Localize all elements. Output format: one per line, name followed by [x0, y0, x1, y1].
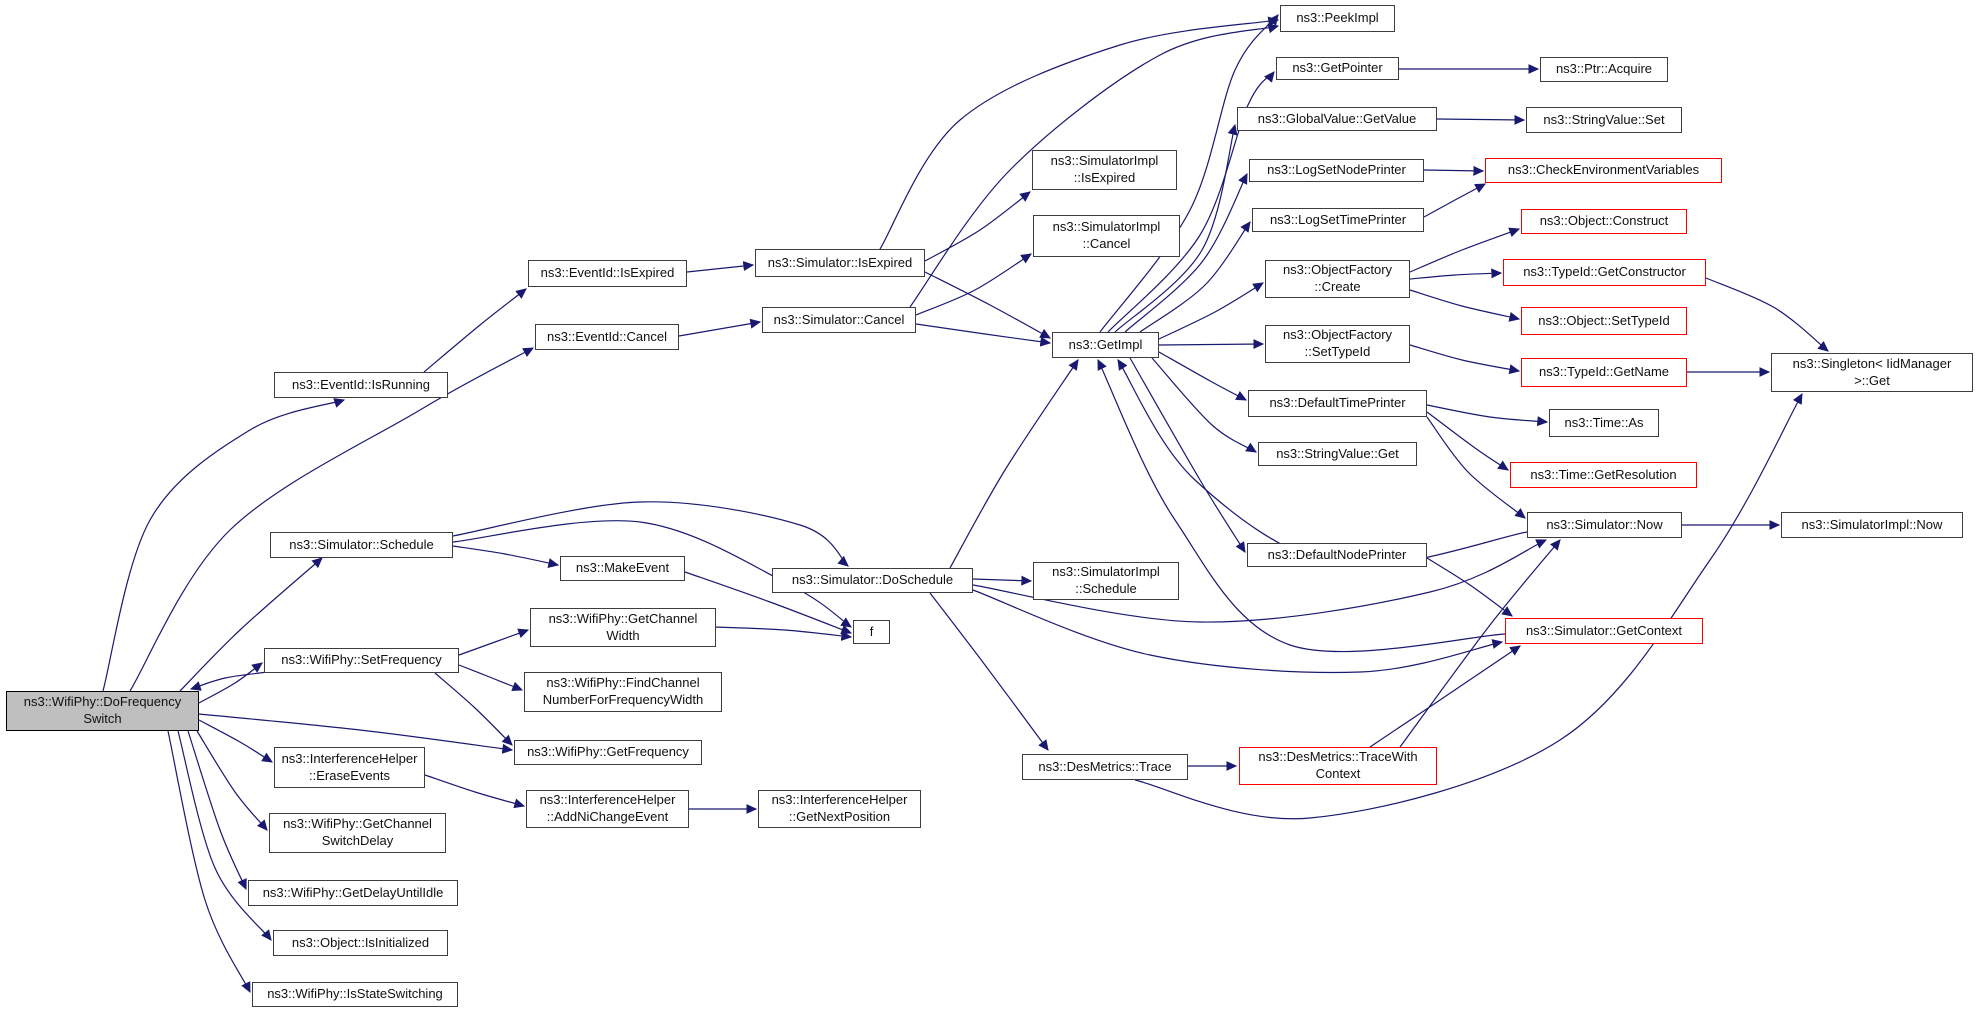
graph-node-label: ns3::EventId::Cancel	[547, 328, 667, 344]
graph-node-wifi-phy-is-state-switching[interactable]	[252, 982, 458, 1007]
graph-node-label: ns3::WifiPhy::FindChannel	[546, 675, 700, 691]
call-edge-default-time-printer-to-time-get-resolution	[1427, 412, 1508, 470]
call-edge-simulator-is-expired-to-simulator-impl-is-expired	[925, 192, 1030, 261]
graph-node-time-as[interactable]	[1549, 409, 1659, 437]
graph-node-label: ns3::PeekImpl	[1296, 10, 1379, 26]
graph-node-singleton-iid-manager-get[interactable]	[1771, 353, 1973, 392]
graph-node-wifi-phy-find-channel-number[interactable]	[524, 672, 722, 712]
call-edge-simulator-do-schedule-to-simulator-impl-schedule	[973, 579, 1031, 581]
graph-node-label: ::SetTypeId	[1304, 344, 1371, 359]
graph-node-peek-impl[interactable]	[1280, 5, 1395, 32]
graph-node-label: ns3::Simulator::IsExpired	[767, 254, 913, 270]
graph-node-des-metrics-trace[interactable]	[1022, 754, 1188, 780]
graph-node-label: ns3::Object::IsInitialized	[291, 934, 430, 950]
graph-node-get-impl[interactable]	[1052, 332, 1159, 358]
graph-node-label: ns3::Simulator::Cancel	[773, 311, 905, 327]
graph-node-label: ns3::Object::SetTypeId	[1538, 312, 1670, 328]
graph-node-event-id-cancel[interactable]	[535, 324, 679, 350]
graph-node-simulator-impl-cancel[interactable]	[1033, 215, 1180, 257]
graph-node-des-metrics-trace-with-context[interactable]	[1239, 747, 1437, 785]
graph-node-label: ns3::Ptr::Acquire	[1555, 61, 1653, 77]
graph-node-label: ns3::GetImpl	[1068, 336, 1143, 352]
call-edge-simulator-do-schedule-to-get-impl	[950, 360, 1078, 568]
graph-node-object-factory-create[interactable]	[1265, 260, 1410, 298]
call-edge-get-impl-to-object-factory-set-type-id	[1159, 344, 1263, 345]
graph-node-check-environment-variables[interactable]	[1485, 158, 1722, 183]
call-edge-main-to-wifi-phy-get-channel-switch-delay	[197, 731, 267, 830]
graph-node-main[interactable]	[6, 691, 199, 731]
call-edge-interference-helper-erase-events-to-interference-helper-add-ni-change-event	[425, 775, 524, 806]
graph-node-label: ::EraseEvents	[309, 767, 390, 783]
graph-node-label: ns3::SimulatorImpl::Now	[1801, 516, 1943, 532]
graph-node-wifi-phy-get-frequency[interactable]	[514, 740, 702, 765]
call-edge-main-to-object-is-initialized	[178, 731, 271, 940]
call-edge-main-to-wifi-phy-is-state-switching	[168, 731, 250, 992]
graph-node-object-factory-set-type-id[interactable]	[1265, 325, 1410, 363]
graph-node-label: ns3::MakeEvent	[575, 560, 670, 576]
graph-node-label: ns3::InterferenceHelper	[281, 750, 418, 766]
graph-node-label: ns3::SimulatorImpl	[1052, 219, 1161, 235]
call-edge-simulator-do-schedule-to-des-metrics-trace	[930, 593, 1048, 750]
call-edge-log-set-time-printer-to-check-environment-variables	[1424, 184, 1485, 217]
graph-node-label: ns3::ObjectFactory	[1282, 327, 1393, 343]
graph-node-label: ns3::Object::Construct	[1539, 213, 1669, 229]
graph-node-label: ns3::TypeId::GetConstructor	[1523, 264, 1686, 280]
graph-node-string-value-get[interactable]	[1258, 442, 1417, 466]
call-edge-global-value-get-value-to-string-value-set	[1437, 119, 1524, 120]
graph-node-type-id-get-constructor[interactable]	[1503, 259, 1706, 286]
graph-node-label: ns3::InterferenceHelper	[539, 792, 676, 808]
call-edge-default-time-printer-to-time-as	[1427, 405, 1547, 422]
graph-node-label: ns3::Singleton< IidManager	[1792, 355, 1952, 371]
graph-node-type-id-get-name[interactable]	[1521, 358, 1687, 387]
graph-node-label: ns3::WifiPhy::GetFrequency	[527, 744, 689, 760]
graph-node-label: ns3::WifiPhy::DoFrequency	[23, 694, 182, 710]
call-edge-main-to-event-id-cancel	[130, 348, 533, 691]
graph-node-label: ns3::Simulator::Now	[1546, 516, 1663, 532]
graph-node-object-construct[interactable]	[1521, 209, 1687, 234]
graph-node-string-value-set[interactable]	[1526, 107, 1682, 133]
call-edge-wifi-phy-set-frequency-to-wifi-phy-get-frequency	[435, 673, 512, 745]
graph-node-label: ns3::Simulator::GetContext	[1525, 622, 1683, 638]
call-edge-type-id-get-constructor-to-singleton-iid-manager-get	[1706, 278, 1828, 351]
call-edge-get-impl-to-default-time-printer	[1159, 352, 1246, 400]
graph-node-label: Switch	[83, 711, 122, 726]
graph-node-global-value-get-value[interactable]	[1237, 107, 1437, 131]
graph-node-label: ::Cancel	[1082, 236, 1131, 251]
graph-node-label: ns3::EventId::IsRunning	[291, 376, 431, 392]
graph-node-simulator-do-schedule[interactable]	[772, 568, 973, 593]
call-edge-object-factory-create-to-object-set-type-id	[1410, 290, 1519, 319]
call-edge-des-metrics-trace-with-context-to-simulator-get-context	[1370, 646, 1520, 747]
graph-node-label: NumberForFrequencyWidth	[542, 692, 704, 707]
graph-node-event-id-is-running[interactable]	[274, 372, 448, 398]
graph-node-label: ns3::SimulatorImpl	[1050, 153, 1159, 169]
graph-node-label: f	[869, 623, 874, 639]
call-edge-simulator-cancel-to-simulator-impl-cancel	[916, 254, 1031, 315]
graph-node-interference-helper-erase-events[interactable]	[274, 747, 425, 788]
graph-node-object-set-type-id[interactable]	[1521, 307, 1687, 335]
graph-node-event-id-is-expired[interactable]	[528, 260, 687, 287]
graph-node-wifi-phy-get-delay-until-idle[interactable]	[248, 880, 458, 906]
graph-node-time-get-resolution[interactable]	[1510, 462, 1697, 488]
call-edge-default-node-printer-to-simulator-get-context	[1427, 558, 1512, 616]
call-edge-object-factory-set-type-id-to-type-id-get-name	[1410, 345, 1519, 371]
graph-node-label: Context	[1315, 766, 1361, 781]
graph-node-simulator-is-expired[interactable]	[755, 249, 925, 277]
graph-node-f[interactable]	[853, 620, 890, 644]
graph-node-label: >::Get	[1854, 372, 1890, 388]
graph-node-make-event[interactable]	[560, 556, 685, 581]
graph-node-label: ns3::LogSetNodePrinter	[1267, 162, 1406, 178]
call-edge-event-id-cancel-to-simulator-cancel	[679, 322, 760, 336]
graph-node-simulator-impl-is-expired[interactable]	[1032, 150, 1177, 190]
graph-node-label: ns3::ObjectFactory	[1282, 262, 1393, 278]
graph-node-label: ns3::WifiPhy::IsStateSwitching	[267, 986, 443, 1002]
graph-node-simulator-impl-now[interactable]	[1781, 512, 1963, 538]
graph-node-log-set-node-printer[interactable]	[1249, 159, 1424, 182]
graph-node-label: ::Schedule	[1075, 581, 1137, 596]
graph-node-label: ns3::WifiPhy::GetDelayUntilIdle	[262, 884, 444, 900]
call-edge-object-factory-create-to-type-id-get-constructor	[1410, 273, 1501, 279]
graph-node-default-node-printer[interactable]	[1247, 543, 1427, 567]
graph-node-simulator-cancel[interactable]	[762, 307, 916, 333]
graph-node-label: ns3::CheckEnvironmentVariables	[1507, 162, 1700, 178]
graph-node-wifi-phy-set-frequency[interactable]	[264, 648, 459, 673]
graph-node-simulator-get-context[interactable]	[1505, 618, 1703, 644]
graph-node-label: ns3::DesMetrics::Trace	[1038, 758, 1172, 774]
call-edge-main-to-wifi-phy-get-frequency	[199, 714, 512, 750]
graph-node-interference-helper-get-next-position[interactable]	[758, 790, 921, 828]
graph-node-log-set-time-printer[interactable]	[1252, 208, 1424, 232]
graph-node-label: ns3::EventId::IsExpired	[540, 265, 675, 281]
graph-node-label: ns3::TypeId::GetName	[1538, 364, 1670, 380]
graph-node-label: ns3::WifiPhy::GetChannel	[283, 816, 432, 832]
call-edge-wifi-phy-get-channel-width-to-f	[716, 627, 851, 637]
graph-node-simulator-now[interactable]	[1527, 512, 1682, 538]
graph-node-interference-helper-add-ni-change-event[interactable]	[526, 790, 689, 828]
graph-node-object-is-initialized[interactable]	[273, 930, 448, 956]
call-edge-simulator-do-schedule-to-simulator-get-context	[973, 590, 1502, 672]
call-edge-event-id-is-expired-to-simulator-is-expired	[687, 265, 753, 272]
graph-node-label: ns3::SimulatorImpl	[1052, 564, 1160, 580]
call-edge-log-set-node-printer-to-check-environment-variables	[1424, 170, 1483, 171]
graph-node-label: ns3::InterferenceHelper	[771, 792, 908, 808]
graph-node-simulator-impl-schedule[interactable]	[1033, 562, 1179, 600]
graph-node-label: ns3::LogSetTimePrinter	[1269, 211, 1407, 227]
call-edge-wifi-phy-set-frequency-to-wifi-phy-find-channel-number	[459, 665, 522, 690]
graph-node-label: ::GetNextPosition	[788, 809, 891, 824]
graph-node-wifi-phy-get-channel-switch-delay[interactable]	[269, 813, 446, 853]
call-edge-main-to-interference-helper-erase-events	[199, 720, 272, 762]
graph-node-label: ns3::Time::GetResolution	[1530, 466, 1677, 482]
graph-node-simulator-schedule[interactable]	[270, 532, 453, 558]
graph-node-label: Width	[606, 627, 640, 643]
graph-node-get-pointer[interactable]	[1276, 57, 1399, 80]
graph-node-label: ns3::Simulator::DoSchedule	[791, 572, 954, 588]
graph-node-default-time-printer[interactable]	[1248, 390, 1427, 417]
graph-node-label: ::IsExpired	[1073, 170, 1136, 185]
graph-node-ptr-acquire[interactable]	[1540, 57, 1668, 82]
graph-node-label: ns3::WifiPhy::GetChannel	[548, 610, 698, 626]
graph-node-label: ns3::Simulator::Schedule	[289, 536, 434, 552]
graph-node-label: ns3::StringValue::Set	[1543, 111, 1665, 127]
graph-node-label: ns3::GlobalValue::GetValue	[1257, 110, 1417, 126]
graph-node-label: ns3::DefaultTimePrinter	[1269, 395, 1406, 411]
call-edge-simulator-schedule-to-make-event	[453, 546, 558, 565]
call-edge-get-impl-to-object-factory-create	[1159, 283, 1263, 339]
call-edge-wifi-phy-set-frequency-to-wifi-phy-get-channel-width	[459, 630, 528, 655]
graph-node-label: SwitchDelay	[321, 833, 394, 848]
graph-node-label: ns3::WifiPhy::SetFrequency	[281, 652, 442, 668]
call-edge-get-impl-to-string-value-get	[1152, 358, 1256, 452]
graph-node-label: ::AddNiChangeEvent	[546, 809, 669, 824]
call-edge-get-impl-to-default-node-printer	[1130, 358, 1245, 552]
graph-node-label: ns3::DefaultNodePrinter	[1267, 546, 1407, 562]
graph-node-label: ::Create	[1314, 279, 1361, 294]
graph-node-label: ns3::Time::As	[1564, 414, 1644, 430]
graph-node-wifi-phy-get-channel-width[interactable]	[530, 608, 716, 647]
graph-node-label: ns3::StringValue::Get	[1276, 445, 1399, 461]
graph-node-label: ns3::GetPointer	[1292, 60, 1383, 76]
graph-node-label: ns3::DesMetrics::TraceWith	[1258, 749, 1418, 765]
